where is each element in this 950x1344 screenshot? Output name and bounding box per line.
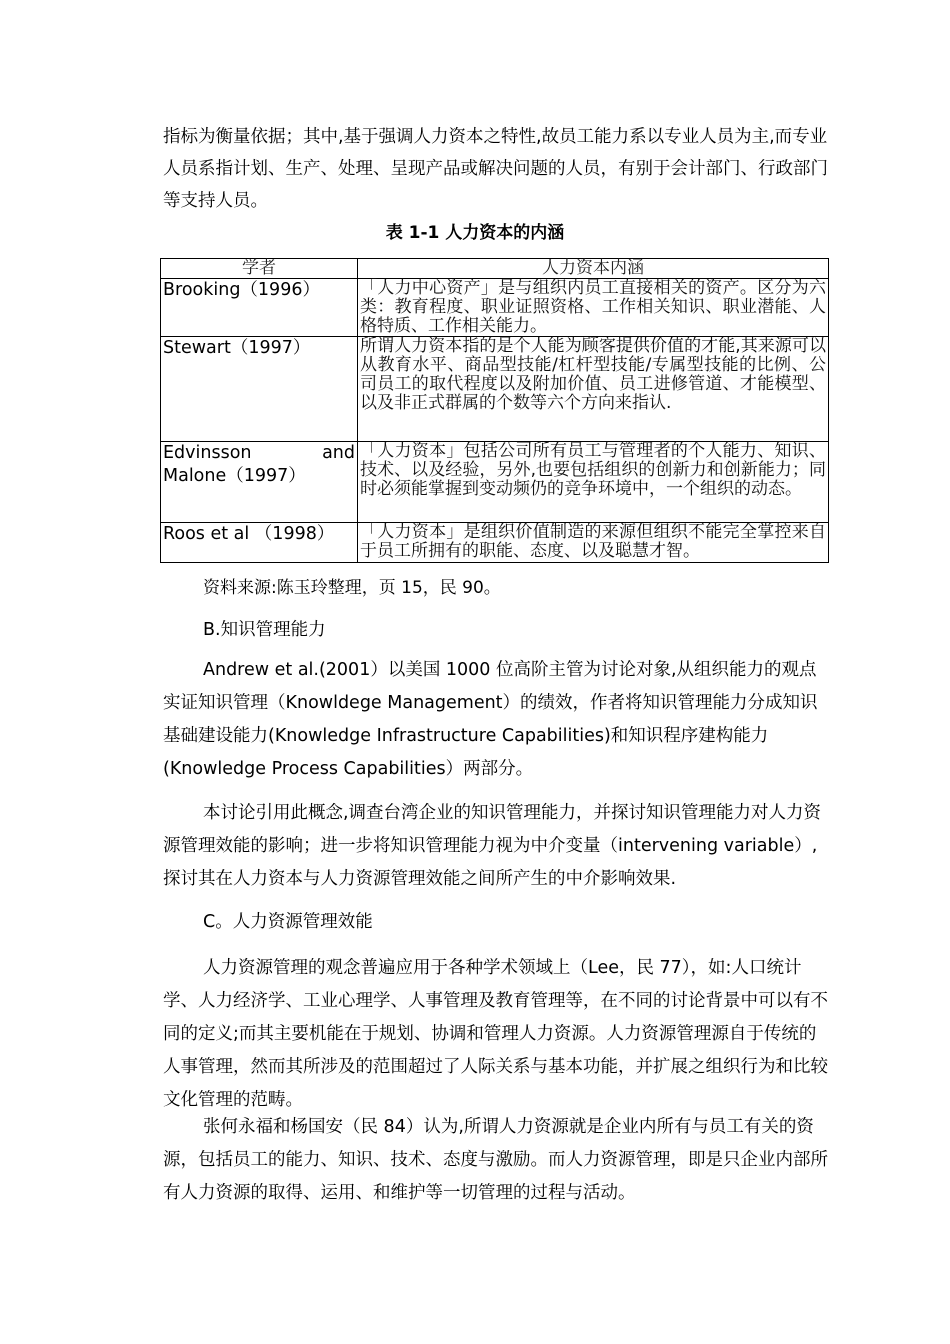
intro-paragraph: 指标为衡量依据；其中,基于强调人力资本之特性,故员工能力系以专业人员为主,而专业人员系指计划、生产、处理、呈现产品或解决问题的人员，有别于会计部门、行政部门等支持人员。 xyxy=(163,127,828,211)
table-row xyxy=(161,442,829,523)
scholar-cell: Brooking（1996） xyxy=(161,279,358,337)
content-cell: 「人力中心资产」是与组织内员工直接相关的资产。区分为六类：教育程度、职业证照资格、工作相关知识、职业潜能、人格特质、工作相关能力。 xyxy=(358,279,829,337)
table-header-row xyxy=(161,259,829,279)
scholar-cell xyxy=(161,442,358,523)
scholar-cell: Roos et al （1998） xyxy=(161,523,358,563)
section-c-heading: C。人力资源管理效能 xyxy=(203,912,373,932)
table-row xyxy=(161,523,829,563)
header-scholar: 学者 xyxy=(161,259,358,279)
section-c-paragraph-2: 张何永福和杨国安（民 84）认为,所谓人力资源就是企业内所有与员工有关的资源，包括员工的能力、知识、技术、态度与激励。而人力资源管理，即是只企业内部所有人力资源的取得、运用、和维护等一切管理的过程与活动。 xyxy=(163,1117,828,1203)
scholar-name-part: and xyxy=(322,443,355,463)
header-content: 人力资本内涵 xyxy=(358,259,829,279)
scholar-cell: Stewart（1997） xyxy=(161,337,358,442)
scholar-line-1 xyxy=(163,442,355,465)
content-cell: 所谓人力资本指的是个人能为顾客提供价值的才能,其来源可以从教育水平、商品型技能/杠杆型技能/专属型技能的比例、公司员工的取代程度以及附加价值、员工进修管道、才能模型、以及非正式群属的个数等六个方向来指认. xyxy=(358,337,829,442)
table-source: 资料来源:陈玉玲整理，页 15，民 90。 xyxy=(203,578,501,598)
content-cell: 「人力资本」是组织价值制造的来源但组织不能完全掌控来自于员工所拥有的职能、态度、以及聪慧才智。 xyxy=(358,523,829,563)
section-c-paragraph-1: 人力资源管理的观念普遍应用于各种学术领域上（Lee，民 77），如:人口统计学、人力经济学、工业心理学、人事管理及教育管理等，在不同的讨论背景中可以有不同的定义;而其主要机能在于规划、协调和管理人力资源。人力资源管理源自于传统的人事管理，然而其所涉及的范围超过了人际关系与基本功能，并扩展之组织行为和比较文化管理的范畴。 xyxy=(163,958,828,1110)
section-b-heading: B.知识管理能力 xyxy=(203,620,326,640)
table-caption: 表 1-1 人力资本的内涵 xyxy=(385,223,565,243)
table-row xyxy=(161,337,829,442)
section-b-paragraph-1: Andrew et al.(2001）以美国 1000 位高阶主管为讨论对象,从组织能力的观点实证知识管理（Knowldege Management）的绩效，作者将知识管理能力分成知识基础建设能力(Knowledge Infrastructure Capabilities)和知识程序建构能力(Knowledge Process Capabilities）两部分。 xyxy=(163,660,818,779)
section-b-paragraph-2: 本讨论引用此概念,调查台湾企业的知识管理能力，并探讨知识管理能力对人力资源管理效能的影响；进一步将知识管理能力视为中介变量（intervening variable）,探讨其在人力资本与人力资源管理效能之间所产生的中介影响效果. xyxy=(163,803,822,889)
table-row xyxy=(161,279,829,337)
human-capital-table xyxy=(160,258,829,563)
scholar-line-2: Malone（1997） xyxy=(163,466,306,486)
content-cell: 「人力资本」包括公司所有员工与管理者的个人能力、知识、技术、以及经验，另外,也要包括组织的创新力和创新能力；同时必须能掌握到变动频仍的竞争环境中，一个组织的动态。 xyxy=(358,442,829,523)
scholar-name-part: Edvinsson xyxy=(163,443,252,463)
